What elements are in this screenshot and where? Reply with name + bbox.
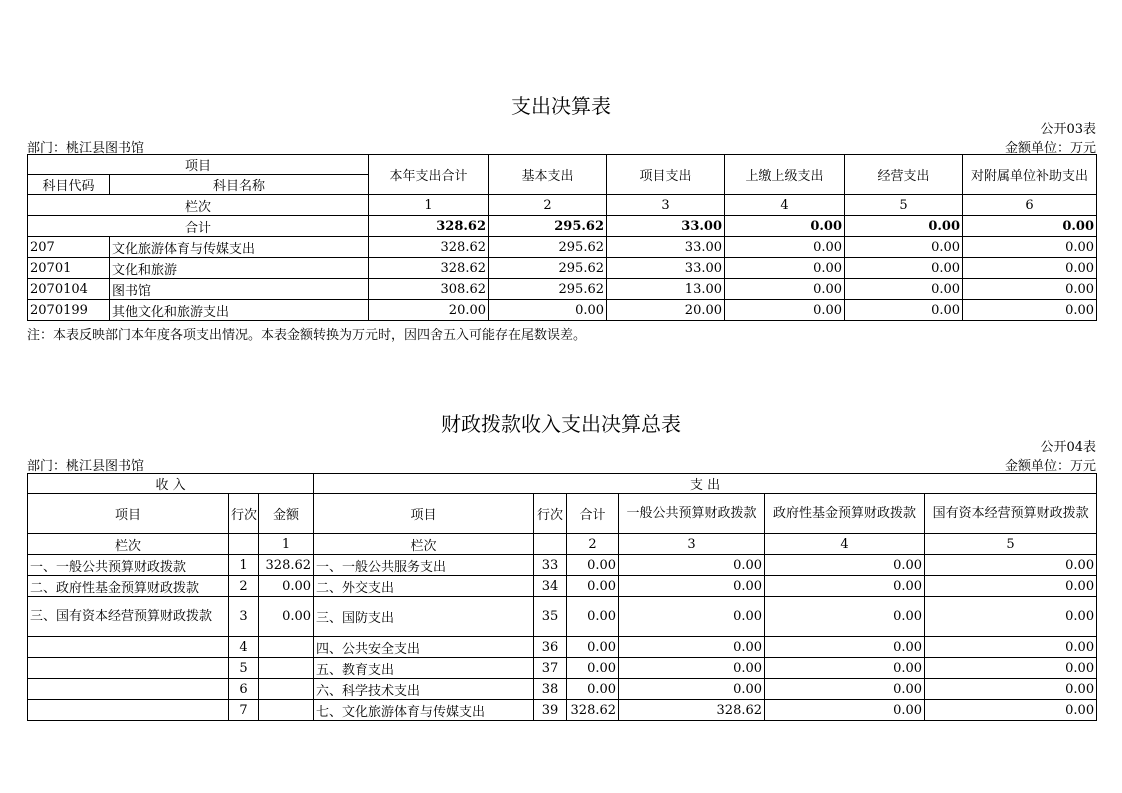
column-index: 2 xyxy=(489,195,607,216)
header-income-item: 项目 xyxy=(28,494,229,534)
expense-item: 一、一般公共服务支出 xyxy=(314,555,534,576)
table-row xyxy=(28,555,1097,576)
income-line: 5 xyxy=(229,658,259,679)
cell-value: 0.00 xyxy=(963,300,1097,321)
column-index: 3 xyxy=(607,195,725,216)
expense-fund: 0.00 xyxy=(765,679,925,700)
subject-code: 207 xyxy=(28,237,110,258)
header-col-5: 经营支出 xyxy=(845,155,963,195)
expense-fund: 0.00 xyxy=(765,555,925,576)
income-line: 2 xyxy=(229,576,259,597)
income-line: 4 xyxy=(229,637,259,658)
cell-value: 0.00 xyxy=(725,279,845,300)
table-row xyxy=(28,576,1097,597)
header-income-line: 行次 xyxy=(229,494,259,534)
expense-fund: 0.00 xyxy=(765,637,925,658)
column-index: 5 xyxy=(925,534,1097,555)
column-index-row xyxy=(28,195,1097,216)
cell-value: 0.00 xyxy=(725,237,845,258)
column-index: 5 xyxy=(845,195,963,216)
header-col-3: 项目支出 xyxy=(607,155,725,195)
subject-code: 20701 xyxy=(28,258,110,279)
total-value: 33.00 xyxy=(607,216,725,237)
expense-item: 六、科学技术支出 xyxy=(314,679,534,700)
subject-name: 图书馆 xyxy=(110,279,369,300)
expense-general: 0.00 xyxy=(619,658,765,679)
expense-item: 三、国防支出 xyxy=(314,597,534,637)
subject-name: 其他文化和旅游支出 xyxy=(110,300,369,321)
total-value: 0.00 xyxy=(963,216,1097,237)
expense-total: 328.62 xyxy=(567,700,619,721)
table-row xyxy=(28,597,1097,637)
income-line: 6 xyxy=(229,679,259,700)
expense-total: 0.00 xyxy=(567,679,619,700)
cell-value: 0.00 xyxy=(845,258,963,279)
expense-line: 36 xyxy=(534,637,567,658)
table-row xyxy=(28,637,1097,658)
table1-unit: 金额单位：万元 xyxy=(1004,141,1096,156)
expense-total: 0.00 xyxy=(567,597,619,637)
expense-fund: 0.00 xyxy=(765,700,925,721)
income-line: 1 xyxy=(229,555,259,576)
total-value: 328.62 xyxy=(369,216,489,237)
total-row xyxy=(28,216,1097,237)
expense-state: 0.00 xyxy=(925,597,1097,637)
cell-value: 295.62 xyxy=(489,258,607,279)
expense-total: 0.00 xyxy=(567,658,619,679)
expense-state: 0.00 xyxy=(925,700,1097,721)
expense-state: 0.00 xyxy=(925,637,1097,658)
table2-code: 公开04表 xyxy=(1040,440,1096,455)
column-index: 3 xyxy=(619,534,765,555)
expense-fund: 0.00 xyxy=(765,576,925,597)
appropriation-table xyxy=(27,473,1097,721)
table-row xyxy=(28,679,1097,700)
income-amount: 328.62 xyxy=(259,555,314,576)
cell-value: 0.00 xyxy=(489,300,607,321)
income-item xyxy=(28,679,229,700)
column-index: 1 xyxy=(369,195,489,216)
expense-state: 0.00 xyxy=(925,658,1097,679)
income-amount: 0.00 xyxy=(259,576,314,597)
income-amount xyxy=(259,637,314,658)
income-item: 一、一般公共预算财政拨款 xyxy=(28,555,229,576)
cell-value: 308.62 xyxy=(369,279,489,300)
total-value: 0.00 xyxy=(845,216,963,237)
subject-name: 文化旅游体育与传媒支出 xyxy=(110,237,369,258)
table-row xyxy=(28,279,1097,300)
table1-code: 公开03表 xyxy=(1040,122,1096,137)
cell-value: 328.62 xyxy=(369,258,489,279)
header-expense: 支 出 xyxy=(314,474,1097,494)
subject-code: 2070199 xyxy=(28,300,110,321)
expense-general: 0.00 xyxy=(619,576,765,597)
income-item xyxy=(28,700,229,721)
income-item: 二、政府性基金预算财政拨款 xyxy=(28,576,229,597)
header-general-budget: 一般公共预算财政拨款 xyxy=(619,494,765,534)
expense-general: 0.00 xyxy=(619,597,765,637)
expense-general: 0.00 xyxy=(619,679,765,700)
header-col-6: 对附属单位补助支出 xyxy=(963,155,1097,195)
cell-value: 328.62 xyxy=(369,237,489,258)
expense-line: 37 xyxy=(534,658,567,679)
header-col-4: 上缴上级支出 xyxy=(725,155,845,195)
cell-value: 0.00 xyxy=(845,237,963,258)
expense-total: 0.00 xyxy=(567,555,619,576)
table2-dept: 部门：桃江县图书馆 xyxy=(27,459,145,474)
subject-code: 2070104 xyxy=(28,279,110,300)
table2-title: 财政拨款收入支出决算总表 xyxy=(441,412,681,436)
cell-value: 0.00 xyxy=(725,258,845,279)
column-index xyxy=(229,534,259,555)
income-line: 7 xyxy=(229,700,259,721)
income-amount xyxy=(259,700,314,721)
cell-value: 0.00 xyxy=(963,279,1097,300)
header-total: 合计 xyxy=(567,494,619,534)
expense-table xyxy=(27,154,1097,321)
header-col-1: 本年支出合计 xyxy=(369,155,489,195)
expense-general: 0.00 xyxy=(619,555,765,576)
table1-title: 支出决算表 xyxy=(511,94,611,118)
column-index-row xyxy=(28,534,1097,555)
subject-name: 文化和旅游 xyxy=(110,258,369,279)
income-item xyxy=(28,658,229,679)
cell-value: 20.00 xyxy=(369,300,489,321)
header-expense-item: 项目 xyxy=(314,494,534,534)
income-item xyxy=(28,637,229,658)
cell-value: 0.00 xyxy=(845,279,963,300)
expense-item: 七、文化旅游体育与传媒支出 xyxy=(314,700,534,721)
table-row xyxy=(28,237,1097,258)
income-line: 3 xyxy=(229,597,259,637)
cell-value: 0.00 xyxy=(963,258,1097,279)
expense-line: 39 xyxy=(534,700,567,721)
table1-note: 注：本表反映部门本年度各项支出情况。本表金额转换为万元时，因四舍五入可能存在尾数误差。 xyxy=(27,328,587,343)
column-index: 4 xyxy=(725,195,845,216)
expense-state: 0.00 xyxy=(925,555,1097,576)
expense-total: 0.00 xyxy=(567,637,619,658)
total-value: 0.00 xyxy=(725,216,845,237)
column-index: 1 xyxy=(259,534,314,555)
income-amount xyxy=(259,658,314,679)
total-value: 295.62 xyxy=(489,216,607,237)
total-label: 合计 xyxy=(28,216,369,237)
cell-value: 295.62 xyxy=(489,237,607,258)
cell-value: 295.62 xyxy=(489,279,607,300)
column-index: 2 xyxy=(567,534,619,555)
expense-general: 328.62 xyxy=(619,700,765,721)
header-code: 科目代码 xyxy=(28,175,110,195)
column-index xyxy=(534,534,567,555)
income-amount xyxy=(259,679,314,700)
expense-line: 33 xyxy=(534,555,567,576)
expense-total: 0.00 xyxy=(567,576,619,597)
expense-line: 34 xyxy=(534,576,567,597)
column-index-label: 栏次 xyxy=(314,534,534,555)
cell-value: 0.00 xyxy=(963,237,1097,258)
cell-value: 13.00 xyxy=(607,279,725,300)
header-state-capital: 国有资本经营预算财政拨款 xyxy=(925,494,1097,534)
table-row xyxy=(28,700,1097,721)
header-expense-line: 行次 xyxy=(534,494,567,534)
cell-value: 0.00 xyxy=(845,300,963,321)
cell-value: 33.00 xyxy=(607,258,725,279)
table-row xyxy=(28,300,1097,321)
cell-value: 33.00 xyxy=(607,237,725,258)
column-index: 4 xyxy=(765,534,925,555)
table-row xyxy=(28,658,1097,679)
expense-fund: 0.00 xyxy=(765,597,925,637)
cell-value: 0.00 xyxy=(725,300,845,321)
expense-state: 0.00 xyxy=(925,576,1097,597)
expense-line: 38 xyxy=(534,679,567,700)
expense-fund: 0.00 xyxy=(765,658,925,679)
table1-dept: 部门：桃江县图书馆 xyxy=(27,141,145,156)
column-index-label: 栏次 xyxy=(28,534,229,555)
expense-item: 五、教育支出 xyxy=(314,658,534,679)
income-amount: 0.00 xyxy=(259,597,314,637)
header-name: 科目名称 xyxy=(110,175,369,195)
expense-line: 35 xyxy=(534,597,567,637)
expense-state: 0.00 xyxy=(925,679,1097,700)
column-index-label: 栏次 xyxy=(28,195,369,216)
income-item: 三、国有资本经营预算财政拨款 xyxy=(28,597,229,637)
column-index: 6 xyxy=(963,195,1097,216)
cell-value: 20.00 xyxy=(607,300,725,321)
table2-unit: 金额单位：万元 xyxy=(1004,459,1096,474)
expense-general: 0.00 xyxy=(619,637,765,658)
header-fund-budget: 政府性基金预算财政拨款 xyxy=(765,494,925,534)
expense-item: 二、外交支出 xyxy=(314,576,534,597)
header-income: 收 入 xyxy=(28,474,314,494)
table-row xyxy=(28,258,1097,279)
header-item: 项目 xyxy=(28,155,369,175)
header-income-amount: 金额 xyxy=(259,494,314,534)
header-col-2: 基本支出 xyxy=(489,155,607,195)
expense-item: 四、公共安全支出 xyxy=(314,637,534,658)
